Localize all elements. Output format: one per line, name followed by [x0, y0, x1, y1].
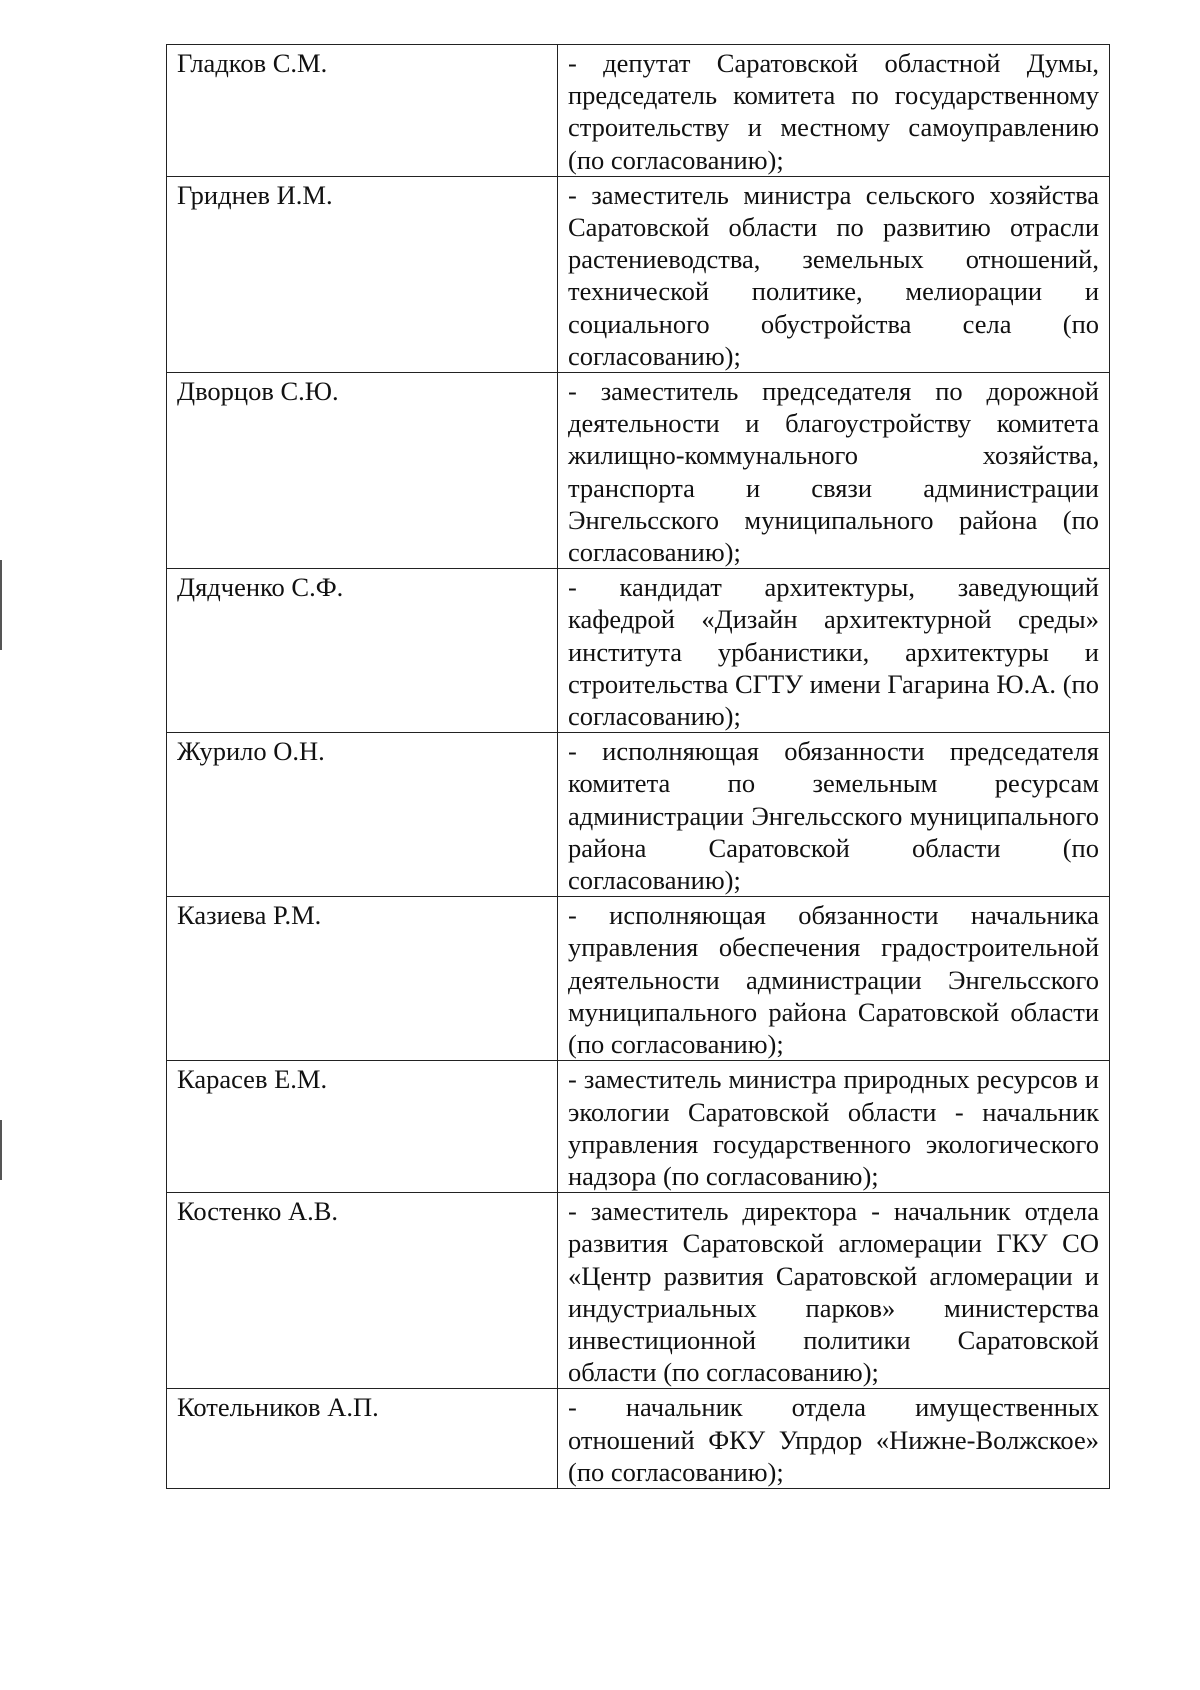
member-role: - депутат Саратовской областной Думы, председатель комитета по государственному строительству и местному самоуправлению (по согласованию);	[558, 45, 1110, 177]
table-row	[167, 45, 1110, 177]
table-row	[167, 569, 1110, 733]
member-role: - начальник отдела имущественных отношений ФКУ Упрдор «Нижне-Волжское» (по согласованию);	[558, 1389, 1110, 1489]
member-role: - заместитель министра сельского хозяйства Саратовской области по развитию отрасли растениеводства, земельных отношений, технической политике, мелиорации и социального обустройства села (по согласованию);	[558, 176, 1110, 372]
table-row	[167, 1061, 1110, 1193]
table-row	[167, 733, 1110, 897]
member-name: Костенко А.В.	[167, 1193, 558, 1389]
table-row	[167, 897, 1110, 1061]
member-role: - исполняющая обязанности начальника управления обеспечения градостроительной деятельности администрации Энгельсского муниципального района Саратовской области (по согласованию);	[558, 897, 1110, 1061]
members-table	[166, 44, 1110, 1489]
table-row	[167, 373, 1110, 569]
scan-edge-mark	[0, 560, 2, 650]
member-role: - исполняющая обязанности председателя комитета по земельным ресурсам администрации Энгельсского муниципального района Саратовской области (по согласованию);	[558, 733, 1110, 897]
table-row	[167, 176, 1110, 372]
member-role: - заместитель министра природных ресурсов и экологии Саратовской области - начальник управления государственного экологического надзора (по согласованию);	[558, 1061, 1110, 1193]
member-name: Карасев Е.М.	[167, 1061, 558, 1193]
member-role: - кандидат архитектуры, заведующий кафедрой «Дизайн архитектурной среды» института урбанистики, архитектуры и строительства СГТУ имени Гагарина Ю.А. (по согласованию);	[558, 569, 1110, 733]
member-name: Журило О.Н.	[167, 733, 558, 897]
member-role: - заместитель председателя по дорожной деятельности и благоустройству комитета жилищно-коммунального хозяйства, транспорта и связи администрации Энгельсского муниципального района (по согласованию);	[558, 373, 1110, 569]
member-role: - заместитель директора - начальник отдела развития Саратовской агломерации ГКУ СО «Центр развития Саратовской агломерации и индустриальных парков» министерства инвестиционной политики Саратовской области (по согласованию);	[558, 1193, 1110, 1389]
table-row	[167, 1193, 1110, 1389]
members-table-body	[167, 45, 1110, 1489]
member-name: Гриднев И.М.	[167, 176, 558, 372]
member-name: Дворцов С.Ю.	[167, 373, 558, 569]
member-name: Котельников А.П.	[167, 1389, 558, 1489]
table-row	[167, 1389, 1110, 1489]
member-name: Гладков С.М.	[167, 45, 558, 177]
member-name: Дядченко С.Ф.	[167, 569, 558, 733]
member-name: Казиева Р.М.	[167, 897, 558, 1061]
scan-edge-mark	[0, 1120, 2, 1180]
